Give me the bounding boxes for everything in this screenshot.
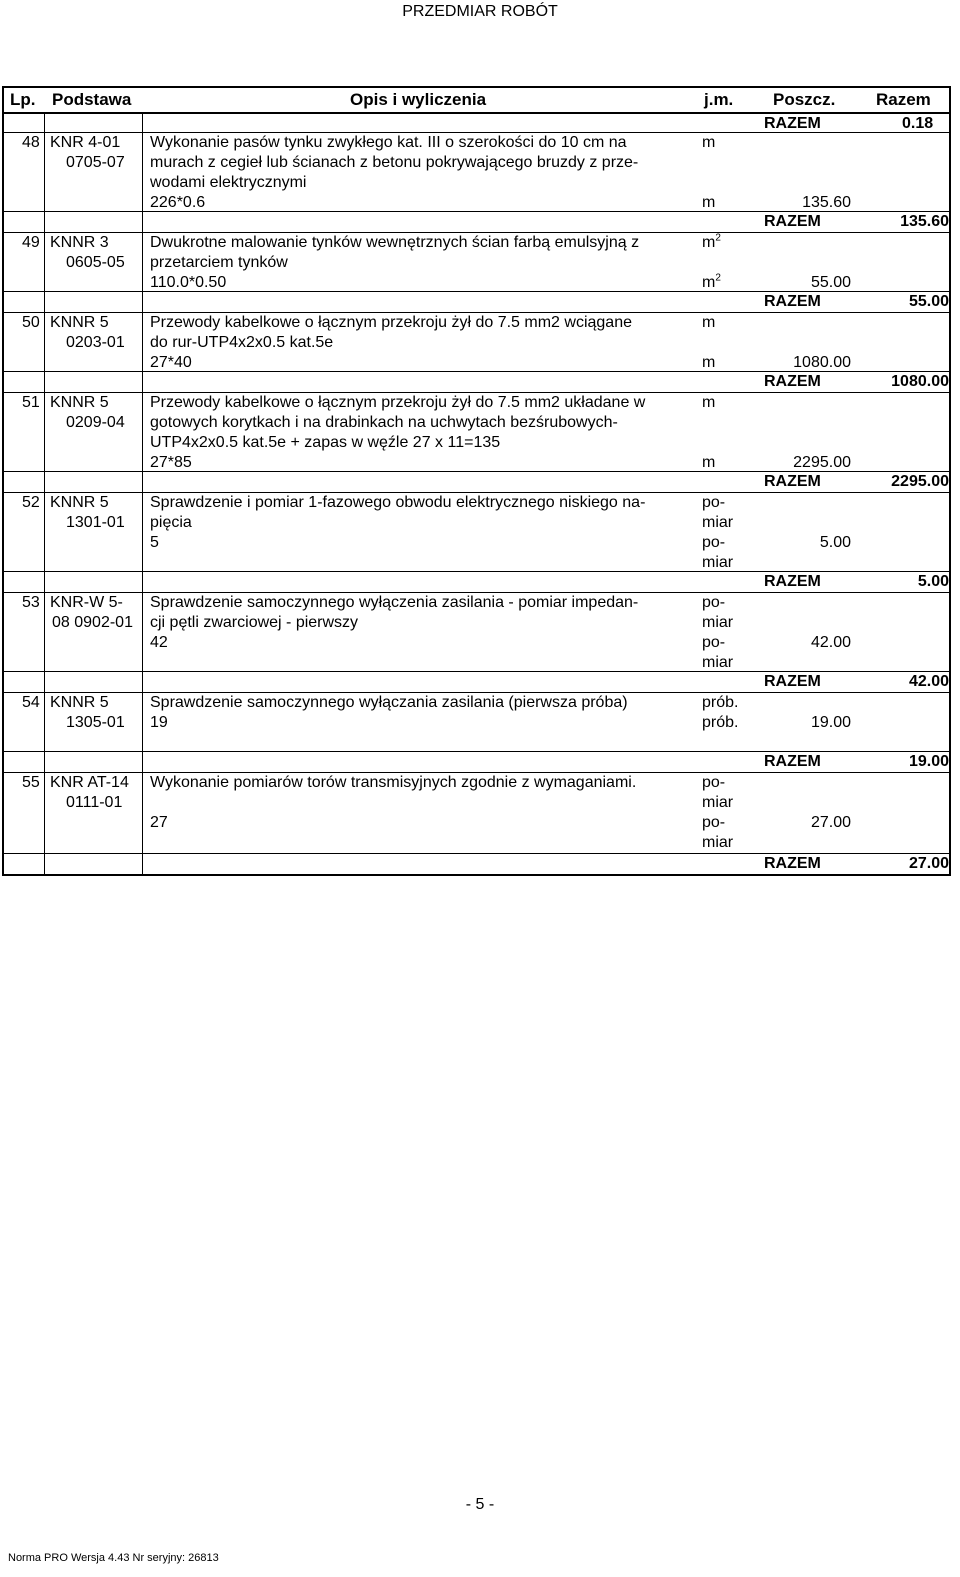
row-calc-unit: po-: [702, 534, 726, 551]
row-calc: 110.0*0.50: [150, 274, 227, 291]
row-partial-value: 19.00: [810, 714, 851, 731]
row-calc: 226*0.6: [150, 194, 206, 211]
row-description: gotowych korytkach i na drabinkach na uchwytach bezśrubowych-: [150, 414, 618, 431]
unit-text: prób.: [702, 694, 739, 711]
row-total-value: 1080.00: [891, 373, 949, 390]
row-calc-unit: [702, 273, 721, 293]
row-total-value: 27.00: [908, 855, 949, 872]
row-unit: miar: [702, 514, 734, 531]
row-description: cji pętli zwarciowej - pierwszy: [150, 614, 359, 631]
row-description: Sprawdzenie i pomiar 1-fazowego obwodu elektrycznego niskiego na-: [150, 494, 646, 511]
unit-exponent: 2: [715, 232, 721, 244]
row-calc-unit: miar: [702, 654, 734, 671]
row-lp: 55: [22, 774, 40, 791]
calc-unit-text: m: [702, 354, 716, 371]
unit-text: m: [702, 234, 716, 251]
row-unit: [702, 313, 715, 333]
row-unit: po-: [702, 774, 726, 791]
row-unit: [702, 233, 721, 253]
row-unit: miar: [702, 614, 734, 631]
row-basis: 0111-01: [66, 794, 123, 811]
row-unit: po-: [702, 494, 726, 511]
row-description: UTP4x2x0.5 kat.5e + zapas w węźle 27 x 11=135: [150, 434, 501, 451]
row-basis: 0705-07: [66, 154, 125, 171]
row-lp: 50: [22, 314, 40, 331]
header-razem: Razem: [876, 90, 931, 109]
page-number: - 5 -: [465, 1496, 495, 1513]
calc-unit-text: m: [702, 454, 716, 471]
row-description: Wykonanie pasów tynku zwykłego kat. III o szerokości do 10 cm na: [150, 134, 627, 151]
row-basis: KNR 4-01: [50, 134, 121, 151]
row-calc: 42: [150, 634, 168, 651]
row-basis: 0209-04: [66, 414, 125, 431]
row-lp: 53: [22, 594, 40, 611]
row-calc-unit: po-: [702, 634, 726, 651]
row-lp: 54: [22, 694, 40, 711]
row-unit: [702, 393, 715, 413]
row-total-label: RAZEM: [764, 673, 821, 690]
header-opis: Opis i wyliczenia: [350, 90, 487, 109]
row-description: Wykonanie pomiarów torów transmisyjnych zgodnie z wymaganiami.: [150, 774, 637, 791]
row-description: wodami elektrycznymi: [150, 174, 307, 191]
row-description: Sprawdzenie samoczynnego wyłączania zasilania (pierwsza próba): [150, 694, 628, 711]
header-lp: Lp.: [10, 90, 36, 109]
row-calc: 27*40: [150, 354, 192, 371]
table-header: [4, 88, 949, 114]
row-lp: 52: [22, 494, 40, 511]
row-calc: 27*85: [150, 454, 192, 471]
row-calc-unit: [702, 453, 715, 473]
row-basis: 1301-01: [66, 514, 125, 531]
header-poszcz: Poszcz.: [773, 90, 836, 109]
row-basis: KNNR 5: [50, 394, 109, 411]
page-title: PRZEDMIAR ROBÓT: [402, 3, 558, 20]
row-partial-value: 42.00: [810, 634, 851, 651]
row-total-label: RAZEM: [764, 293, 821, 310]
row-lp: 51: [22, 394, 40, 411]
calc-unit-text: prób.: [702, 714, 739, 731]
row-total-value: 5.00: [917, 573, 949, 590]
estimate-table: [2, 86, 951, 876]
row-total-value: 135.60: [900, 213, 949, 230]
row-basis: KNR AT-14: [50, 774, 129, 791]
row-basis: 08 0902-01: [52, 614, 133, 631]
row-basis: 0605-05: [66, 254, 125, 271]
row-description: pięcia: [150, 514, 192, 531]
header-podstawa: Podstawa: [52, 90, 132, 109]
row-basis: 0203-01: [66, 334, 125, 351]
calc-unit-text: m: [702, 274, 716, 291]
row-total-label: RAZEM: [764, 855, 821, 872]
row-basis: KNNR 5: [50, 694, 109, 711]
row-calc-unit: [702, 713, 738, 733]
row-partial-value: 135.60: [802, 194, 851, 211]
row-basis: KNR-W 5-: [50, 594, 123, 611]
row-calc: 27: [150, 814, 168, 831]
calc-unit-text: m: [702, 194, 716, 211]
row-unit: miar: [702, 794, 734, 811]
unit-text: m: [702, 394, 716, 411]
row-basis: 1305-01: [66, 714, 125, 731]
row-description: do rur-UTP4x2x0.5 kat.5e: [150, 334, 334, 351]
row-lp: 48: [22, 134, 40, 151]
row-basis: KNNR 5: [50, 494, 109, 511]
row-total-value: 2295.00: [891, 473, 949, 490]
calc-unit-exponent: 2: [715, 272, 721, 284]
carry-label: RAZEM: [764, 115, 821, 132]
carry-value: 0.18: [902, 115, 934, 132]
row-total-label: RAZEM: [764, 753, 821, 770]
row-total-value: 55.00: [908, 293, 949, 310]
unit-text: m: [702, 134, 716, 151]
row-partial-value: 5.00: [819, 534, 851, 551]
row-total-value: 19.00: [908, 753, 949, 770]
row-calc-unit: miar: [702, 554, 734, 571]
row-total-label: RAZEM: [764, 473, 821, 490]
footer-info: Norma PRO Wersja 4.43 Nr seryjny: 26813: [8, 1552, 219, 1564]
row-description: Dwukrotne malowanie tynków wewnętrznych ścian farbą emulsyjną z: [150, 234, 640, 251]
row-description: Przewody kabelkowe o łącznym przekroju żył do 7.5 mm2 układane w: [150, 394, 646, 411]
column-divider: [142, 112, 143, 874]
column-divider: [44, 112, 45, 874]
row-description: Przewody kabelkowe o łącznym przekroju żył do 7.5 mm2 wciągane: [150, 314, 632, 331]
row-total-label: RAZEM: [764, 213, 821, 230]
row-calc-unit: po-: [702, 814, 726, 831]
row-calc-unit: [702, 353, 715, 373]
row-total-label: RAZEM: [764, 573, 821, 590]
row-partial-value: 1080.00: [793, 354, 851, 371]
row-partial-value: 27.00: [810, 814, 851, 831]
row-unit: [702, 693, 738, 713]
row-basis: KNNR 5: [50, 314, 109, 331]
row-partial-value: 55.00: [810, 274, 851, 291]
unit-text: m: [702, 314, 716, 331]
row-description: murach z cegieł lub ścianach z betonu pokrywającego bruzdy z prze-: [150, 154, 639, 171]
row-basis: KNNR 3: [50, 234, 109, 251]
row-calc-unit: [702, 193, 715, 213]
row-total-value: 42.00: [908, 673, 949, 690]
row-description: przetarciem tynków: [150, 254, 288, 271]
row-calc-unit: miar: [702, 834, 734, 851]
row-partial-value: 2295.00: [793, 454, 851, 471]
row-unit: [702, 133, 715, 153]
row-description: Sprawdzenie samoczynnego wyłączenia zasilania - pomiar impedan-: [150, 594, 639, 611]
row-calc: 19: [150, 714, 168, 731]
header-jm: j.m.: [704, 90, 734, 109]
row-unit: po-: [702, 594, 726, 611]
row-lp: 49: [22, 234, 40, 251]
row-calc: 5: [150, 534, 159, 551]
row-total-label: RAZEM: [764, 373, 821, 390]
